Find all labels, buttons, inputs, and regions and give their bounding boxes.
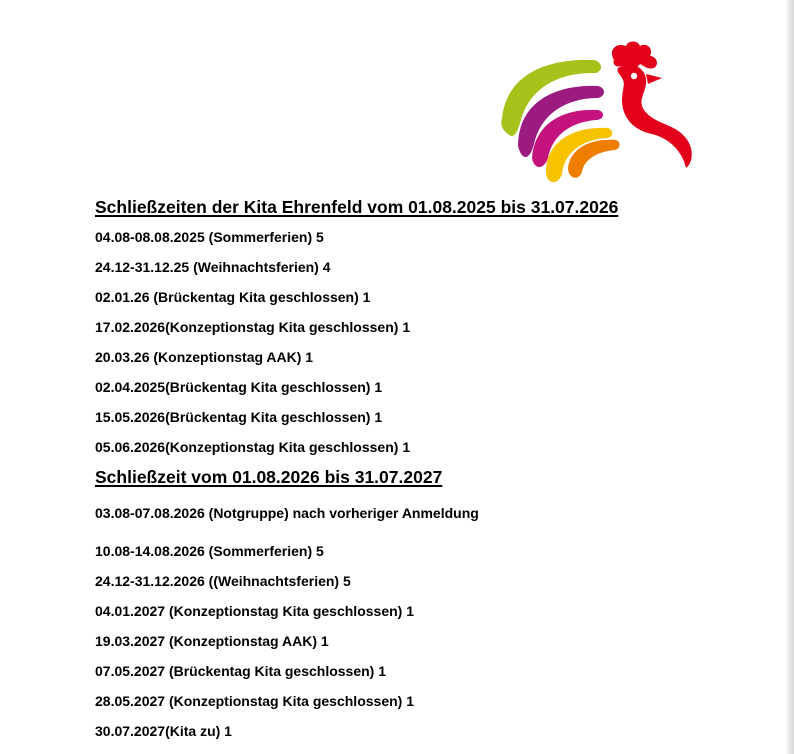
section1-entry-6: 02.04.2025(Brückentag Kita geschlossen) 1 <box>95 379 383 395</box>
section2-entry-7: 28.05.2027 (Konzeptionstag Kita geschlossen) 1 <box>95 693 414 709</box>
page-edge-shadow <box>785 0 794 754</box>
section2-entry-6: 07.05.2027 (Brückentag Kita geschlossen) 1 <box>95 663 387 679</box>
section2-entry-1: 03.08-07.08.2026 (Notgruppe) nach vorheriger Anmeldung <box>95 505 479 521</box>
section1-heading: Schließzeiten der Kita Ehrenfeld vom 01.08.2025 bis 31.07.2026 <box>95 197 619 217</box>
section2-entry-4: 04.01.2027 (Konzeptionstag Kita geschlossen) 1 <box>95 603 414 619</box>
section2-entry-3: 24.12-31.12.2026 ((Weihnachtsferien) 5 <box>95 573 351 589</box>
section1-entry-8: 05.06.2026(Konzeptionstag Kita geschlossen) 1 <box>95 439 411 455</box>
section1-entry-4: 17.02.2026(Konzeptionstag Kita geschlossen) 1 <box>95 319 411 335</box>
section2-entry-8: 30.07.2027(Kita zu) 1 <box>95 723 232 739</box>
section1-entry-5: 20.03.26 (Konzeptionstag AAK) 1 <box>95 349 314 365</box>
section1-entry-1: 04.08-08.08.2025 (Sommerferien) 5 <box>95 229 324 245</box>
section2-entry-2: 10.08-14.08.2026 (Sommerferien) 5 <box>95 543 324 559</box>
section1-entry-3: 02.01.26 (Brückentag Kita geschlossen) 1 <box>95 289 371 305</box>
section2-heading: Schließzeit vom 01.08.2026 bis 31.07.2027 <box>95 467 443 487</box>
closing-times-document <box>95 192 775 746</box>
rooster-logo-icon <box>498 40 702 188</box>
section2-entry-5: 19.03.2027 (Konzeptionstag AAK) 1 <box>95 633 329 649</box>
section1-entry-2: 24.12-31.12.25 (Weihnachtsferien) 4 <box>95 259 331 275</box>
section1-entry-7: 15.05.2026(Brückentag Kita geschlossen) 1 <box>95 409 383 425</box>
